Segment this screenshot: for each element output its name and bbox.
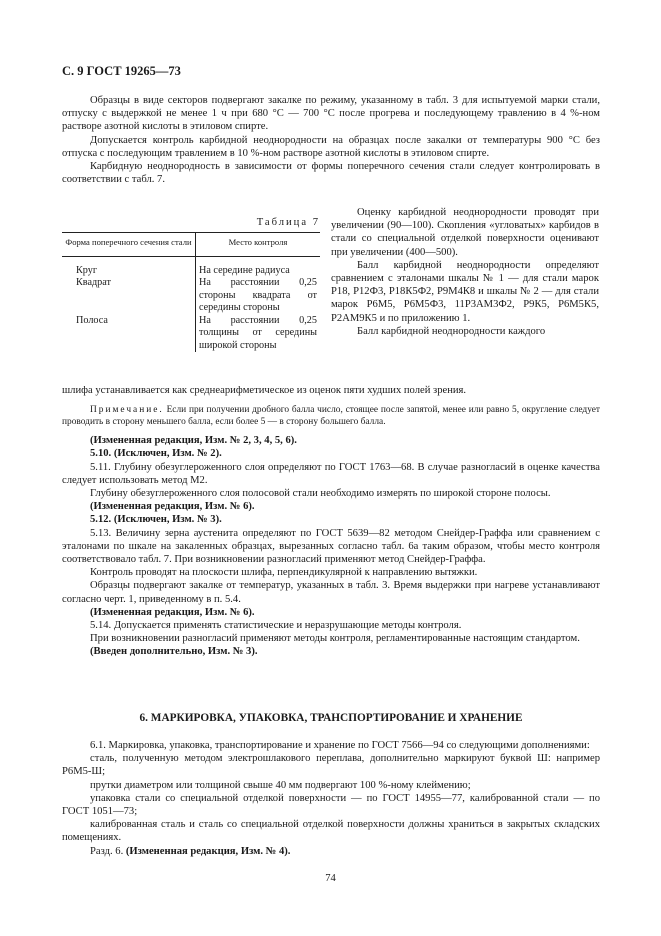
clause-5-14: 5.14. Допускается применять статистические и неразрушающие методы контроля. [90,620,462,632]
table-7 [62,232,320,352]
clause-5-11: 5.11. Глубину обезуглероженного слоя определяют по ГОСТ 1763—68. В случае разногласий в оценке качества следует использовать метод М2. [62,461,600,486]
table-row [62,315,320,353]
table-col-shape-header: Форма поперечного сечения стали [62,233,196,257]
edition-note: (Измененная редакция, Изм. № 6). [90,501,255,513]
clause-6-1-branding: прутки диаметром или толщиной свыше 40 мм подвергают 100 %-ному клеймению; [90,779,471,791]
page-header: С. 9 ГОСТ 19265—73 [62,64,181,78]
edition-note: (Измененная редакция, Изм. № 6). [90,606,255,618]
paragraph-carbide-form: Карбидную неоднородность в зависимости от формы поперечного сечения стали следует контролировать в соответствии с табл. 7. [62,161,600,186]
paragraph-samples: Образцы в виде секторов подвергают закалке по режиму, указанному в табл. 3 для испытуемой марки стали, отпуску с выдержкой не менее 1 ч при 680 °С — 700 °С после прогрева и последующему травлению в 4 %-ном растворе азотной кислоты в этиловом спирте. [62,95,600,133]
table-cell-place: На расстоянии 0,25 толщины от середины широкой стороны [196,315,321,353]
section-6-block [62,739,600,858]
note-label: Примечание. [90,405,164,416]
note-text: Если при получении дробного балла число, стоящее после запятой, менее или равно 5, округление следует проводить в сторону меньшего балла, если более 5 — в сторону большего балла. [62,405,601,428]
table-cell-place: На расстоянии 0,25 стороны квадрата от середины стороны [196,277,321,315]
table-row [62,277,320,315]
paragraph-magnification: Оценку карбидной неоднородности проводят при увеличении (90—100). Скопления «угловатых» карбидов в стали со специальной отделкой поверхности оценивают при увеличении (400—500). [331,207,599,258]
table-caption: Таблица 7 [256,217,320,228]
clause-5-12: 5.12. (Исключен, Изм. № 3). [90,514,222,526]
clause-6-1-packing: упаковка стали со специальной отделкой поверхности — по ГОСТ 14955—77, калиброванной стали — по ГОСТ 1051—73; [62,792,600,818]
clause-5-14-disputes: При возникновении разногласий применяют методы контроля, регламентированные настоящим стандартом. [90,633,580,645]
table-cell-shape: Квадрат [76,277,111,288]
table-row [62,256,320,277]
razd-edition: (Измененная редакция, Изм. № 4). [125,845,291,857]
edition-note: (Введен дополнительно, Изм. № 3). [90,646,258,658]
table-cell-place: На середине радиуса [196,256,321,277]
table-cell-shape: Круг [76,264,98,276]
page-number: 74 [325,873,336,884]
note [62,404,600,428]
clause-6-1-storage: калиброванная сталь и сталь со специальной отделкой поверхности должны храниться в закрытых складских помещениях. [62,819,600,844]
main-text-block [62,384,600,659]
razd-label: Разд. 6. [90,845,124,857]
intro-block [62,94,600,186]
clause-5-11-strip: Глубину обезуглероженного слоя полосовой стали необходимо измерять по широкой стороне полосы. [90,488,551,500]
section-6-heading: 6. МАРКИРОВКА, УПАКОВКА, ТРАНСПОРТИРОВАНИЕ И ХРАНЕНИЕ [139,712,523,724]
right-column-text [331,206,599,338]
edition-note: (Измененная редакция, Изм. № 2, 3, 4, 5, 6). [90,435,297,447]
table-col-place-header: Место контроля [196,233,321,257]
clause-6-1: 6.1. Маркировка, упаковка, транспортирование и хранение по ГОСТ 7566—94 со следующими дополнениями: [90,740,590,751]
paragraph-score-start: Балл карбидной неоднородности каждого [357,325,546,337]
paragraph-scale-comparison: Балл карбидной неоднородности определяют сравнением с эталонами шкалы № 1 — для стали марок Р18, Р12Ф3, Р18К5Ф2, Р9М4К8 и шкалы № 2 — для стали марок Р6М5, Р6М5Ф3, 11Р3АМ3Ф2, Р9К5, Р6М5К5, Р2АМ9К5 и по приложению 1. [331,259,599,324]
table-cell-shape: Полоса [76,314,108,326]
clause-5-10: 5.10. (Исключен, Изм. № 2). [90,448,222,460]
clause-5-13-hardening: Образцы подвергают закалке от температур, указанных в табл. 3. Время выдержки при нагреве устанавливают согласно черт. 1, приведенному в п. 5.4. [62,580,600,605]
clause-5-13: 5.13. Величину зерна аустенита определяют по ГОСТ 5639—82 методом Снейдер-Граффа или сравнением с эталонами по шкале на закаленных образцах, вырезанных согласно табл. 6а таким образом, чтобы место контроля соответствовало табл. 7. При возникновении разногласий применяют метод Снейдер-Граффа. [62,527,600,566]
clause-5-13-plane: Контроль проводят на плоскости шлифа, перпендикулярной к направлению вытяжки. [90,567,478,579]
paragraph-alt-control: Допускается контроль карбидной неоднородности на образцах после закалки от температуры 900 °С без отпуска с последующим травлением в 10 %-ном растворе азотной кислоты в этиловом спирте. [62,134,600,159]
section-6-edition [62,845,600,858]
paragraph-score-end: шлифа устанавливается как среднеарифметическое из оценок пяти худших полей зрения. [62,385,467,396]
clause-6-1-esr: сталь, полученную методом электрошлакового переплава, дополнительно маркируют буквой Ш: например Р6М5-Ш; [62,753,600,778]
